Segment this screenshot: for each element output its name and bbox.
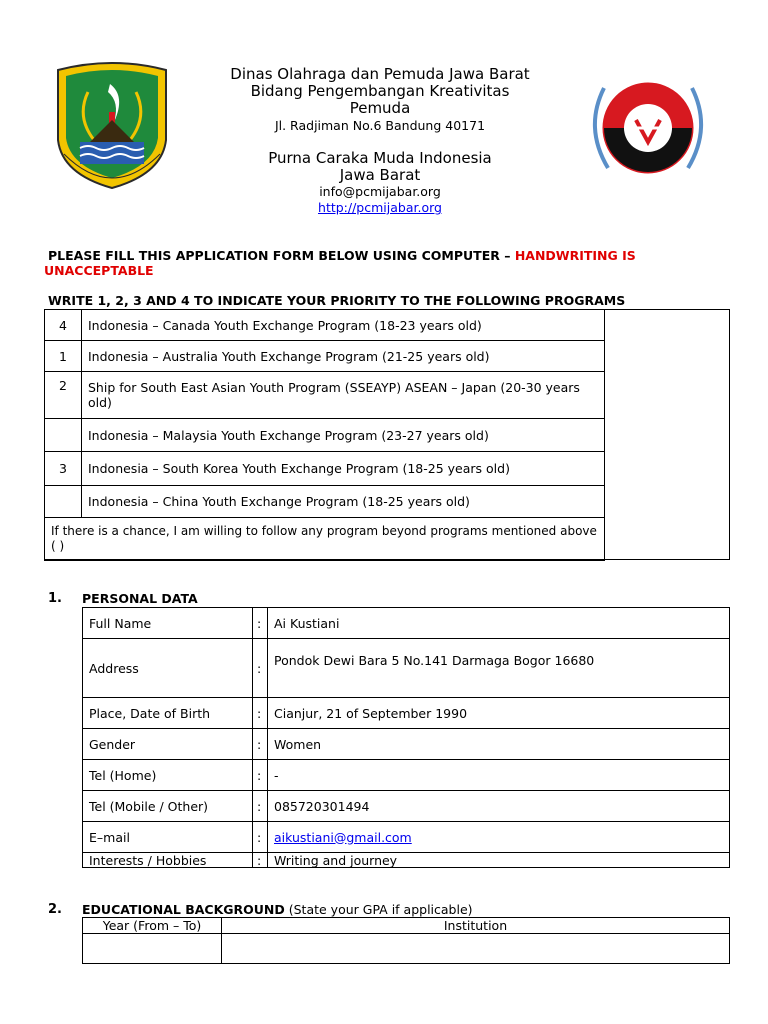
education-heading: EDUCATIONAL BACKGROUND	[82, 902, 285, 917]
org2-name-line1: Purna Caraka Muda Indonesia	[268, 149, 492, 167]
field-separator: :	[253, 639, 268, 698]
column-header-year: Year (From – To)	[83, 918, 222, 934]
org-name-line2: Bidang Pengembangan Kreativitas	[250, 82, 510, 100]
personal-data-table	[82, 607, 730, 868]
table-row	[83, 822, 730, 853]
section-number-education: 2.	[48, 902, 62, 917]
priority-cell[interactable]: 4	[45, 310, 82, 341]
unacceptable-warning: UNACCEPTABLE	[44, 263, 154, 278]
section-number-personal: 1.	[48, 591, 62, 606]
program-priority-table	[44, 309, 605, 561]
field-label: Gender	[83, 729, 253, 760]
hobbies-value[interactable]: Writing and journey	[268, 853, 730, 868]
website-link[interactable]: http://pcmijabar.org	[318, 200, 442, 215]
field-label: Interests / Hobbies	[83, 853, 253, 868]
column-header-institution: Institution	[222, 918, 730, 934]
table-row	[83, 639, 730, 698]
tel-mobile-value[interactable]: 085720301494	[268, 791, 730, 822]
pcmi-emblem-logo	[578, 68, 718, 192]
field-separator: :	[253, 760, 268, 791]
org-name-line1: Dinas Olahraga dan Pemuda Jawa Barat	[230, 65, 530, 83]
field-label: Tel (Home)	[83, 760, 253, 791]
education-table	[82, 917, 730, 964]
table-row	[83, 934, 730, 964]
gender-value[interactable]: Women	[268, 729, 730, 760]
table-row	[83, 608, 730, 639]
full-name-value[interactable]: Ai Kustiani	[268, 608, 730, 639]
program-row	[45, 486, 605, 518]
priority-cell[interactable]	[45, 419, 82, 452]
year-cell[interactable]	[83, 934, 222, 964]
table-header-row	[83, 918, 730, 934]
priority-cell[interactable]: 1	[45, 341, 82, 372]
table-row	[83, 729, 730, 760]
priority-cell[interactable]: 3	[45, 452, 82, 486]
personal-data-heading: PERSONAL DATA	[82, 591, 198, 606]
table-row	[83, 698, 730, 729]
west-java-emblem-logo	[50, 62, 174, 192]
beyond-program-row	[45, 518, 605, 561]
institution-cell[interactable]	[222, 934, 730, 964]
field-separator: :	[253, 791, 268, 822]
program-name: Indonesia – South Korea Youth Exchange Program (18-25 years old)	[82, 452, 605, 486]
field-separator: :	[253, 608, 268, 639]
education-note: (State your GPA if applicable)	[284, 902, 473, 917]
field-separator: :	[253, 853, 268, 868]
org2-name-line2: Jawa Barat	[339, 166, 421, 184]
field-separator: :	[253, 729, 268, 760]
program-name: Indonesia – Malaysia Youth Exchange Program (23-27 years old)	[82, 419, 605, 452]
table-row	[83, 760, 730, 791]
program-row	[45, 341, 605, 372]
program-row	[45, 372, 605, 419]
table-row	[83, 791, 730, 822]
education-heading-line	[82, 902, 473, 917]
field-separator: :	[253, 698, 268, 729]
priority-heading: WRITE 1, 2, 3 AND 4 TO INDICATE YOUR PRIORITY TO THE FOLLOWING PROGRAMS	[48, 293, 626, 308]
birth-value[interactable]: Cianjur, 21 of September 1990	[268, 698, 730, 729]
contact-email: info@pcmijabar.org	[319, 184, 441, 199]
tel-home-value[interactable]: -	[268, 760, 730, 791]
program-row	[45, 310, 605, 341]
field-separator: :	[253, 822, 268, 853]
field-label: Full Name	[83, 608, 253, 639]
fill-instruction-text: PLEASE FILL THIS APPLICATION FORM BELOW USING COMPUTER –	[48, 248, 515, 263]
priority-cell[interactable]: 2	[45, 372, 82, 419]
email-link[interactable]: aikustiani@gmail.com	[274, 829, 412, 845]
fill-instruction	[48, 248, 668, 263]
table-row	[83, 853, 730, 868]
program-name: Ship for South East Asian Youth Program (SSEAYP) ASEAN – Japan (20-30 years old)	[82, 372, 605, 419]
email-cell	[268, 822, 730, 853]
handwriting-warning: HANDWRITING IS	[514, 248, 636, 263]
program-name: Indonesia – China Youth Exchange Program (18-25 years old)	[82, 486, 605, 518]
program-name: Indonesia – Australia Youth Exchange Program (21-25 years old)	[82, 341, 605, 372]
field-label: Tel (Mobile / Other)	[83, 791, 253, 822]
program-name: Indonesia – Canada Youth Exchange Program (18-23 years old)	[82, 310, 605, 341]
org-name-line3: Pemuda	[349, 99, 411, 117]
priority-cell[interactable]	[45, 486, 82, 518]
field-label: E–mail	[83, 822, 253, 853]
field-label: Address	[83, 639, 253, 698]
field-label: Place, Date of Birth	[83, 698, 253, 729]
program-row	[45, 452, 605, 486]
address-value[interactable]: Pondok Dewi Bara 5 No.141 Darmaga Bogor 16680	[268, 639, 730, 698]
beyond-program-statement[interactable]: If there is a chance, I am willing to follow any program beyond programs mentioned above ( )	[45, 518, 605, 561]
org-address: Jl. Radjiman No.6 Bandung 40171	[274, 118, 486, 133]
program-row	[45, 419, 605, 452]
